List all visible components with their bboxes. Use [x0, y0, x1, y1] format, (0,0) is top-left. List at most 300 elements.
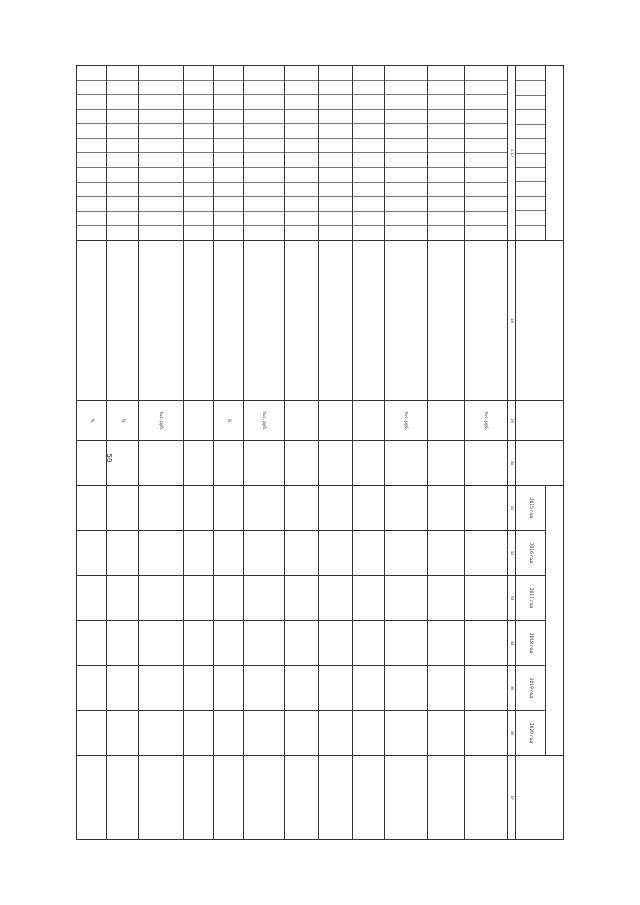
code-cell	[244, 80, 284, 95]
year-header-2020: 2020 год	[516, 711, 546, 756]
code-cell-group	[318, 66, 352, 241]
code-cell	[385, 211, 427, 226]
year-value-cell	[464, 576, 507, 621]
code-cell	[428, 109, 463, 124]
code-cell	[214, 66, 243, 80]
year-value-cell	[464, 621, 507, 666]
year-value-cell	[284, 711, 318, 756]
code-cell	[244, 66, 284, 80]
code-cell	[77, 66, 106, 80]
code-cell	[77, 80, 106, 95]
code-cells	[184, 66, 213, 240]
year-value-cell	[243, 711, 284, 756]
code-cell-group	[106, 66, 138, 241]
code-cell	[319, 196, 352, 211]
code-cell	[385, 123, 427, 138]
code-cell	[385, 94, 427, 109]
base-value-cell	[77, 441, 107, 486]
desc-header	[516, 241, 564, 401]
final-value-cell	[184, 756, 214, 840]
code-cell	[428, 152, 463, 167]
code-cell	[107, 109, 138, 124]
table-row	[106, 66, 138, 840]
code-cell	[465, 182, 507, 197]
year-value-cell	[213, 576, 243, 621]
program-table	[76, 65, 564, 840]
table-row	[464, 66, 507, 840]
col-index: 33	[508, 576, 516, 621]
year-value-cell	[352, 666, 384, 711]
code-cell	[428, 196, 463, 211]
table-row	[213, 66, 243, 840]
year-value-cell	[77, 711, 107, 756]
code-subheader	[516, 66, 546, 241]
code-cell	[353, 123, 384, 138]
year-value-cell	[106, 621, 138, 666]
description-cell	[384, 241, 427, 401]
code-col-label	[516, 124, 545, 138]
code-cell	[244, 167, 284, 182]
description-cell	[77, 241, 107, 401]
code-cell	[319, 80, 352, 95]
code-cell	[77, 225, 106, 240]
code-cell	[353, 94, 384, 109]
description-cell	[352, 241, 384, 401]
base-value-cell	[106, 441, 138, 486]
code-cell	[285, 138, 318, 153]
year-value-cell	[464, 711, 507, 756]
code-cell	[244, 123, 284, 138]
year-value-cell	[213, 486, 243, 531]
code-cell	[385, 80, 427, 95]
year-header-2018: 2018 год	[516, 621, 546, 666]
code-column-labels	[516, 67, 545, 239]
code-cells	[465, 66, 507, 240]
col-index: 30	[508, 441, 516, 486]
final-value-cell	[318, 756, 352, 840]
year-value-cell	[318, 666, 352, 711]
code-cell	[139, 138, 184, 153]
year-value-cell	[77, 531, 107, 576]
code-col-label	[516, 181, 545, 195]
code-cell	[465, 123, 507, 138]
unit-cell: тыс. руб.	[464, 401, 507, 441]
code-cell	[319, 66, 352, 80]
code-cell	[214, 182, 243, 197]
base-value-cell	[243, 441, 284, 486]
table-row	[284, 66, 318, 840]
year-value-cell	[184, 711, 214, 756]
code-cell	[107, 152, 138, 167]
code-cell-group	[77, 66, 107, 241]
code-cell	[77, 182, 106, 197]
year-value-cell	[106, 531, 138, 576]
code-cell	[139, 211, 184, 226]
code-cell	[184, 66, 213, 80]
code-cell	[184, 123, 213, 138]
year-value-cell	[428, 621, 464, 666]
code-cell-group	[138, 66, 184, 241]
year-value-cell	[384, 576, 427, 621]
year-header-2019: 2019 год	[516, 666, 546, 711]
code-cell	[107, 167, 138, 182]
year-value-cell	[352, 711, 384, 756]
base-value-cell	[138, 441, 184, 486]
year-value-cell	[318, 531, 352, 576]
year-value-cell	[106, 711, 138, 756]
code-cell	[385, 182, 427, 197]
unit-cell	[428, 401, 464, 441]
code-cell-group	[213, 66, 243, 241]
code-cell	[319, 138, 352, 153]
code-cell	[285, 211, 318, 226]
code-cell	[77, 123, 106, 138]
code-col-label	[516, 153, 545, 167]
table-row	[138, 66, 184, 840]
year-value-cell	[243, 621, 284, 666]
year-value-cell	[352, 531, 384, 576]
year-header-2015: 2015 год	[516, 486, 546, 531]
year-value-cell	[213, 666, 243, 711]
code-cell	[77, 211, 106, 226]
page-number: 50	[105, 453, 113, 463]
code-cell	[107, 196, 138, 211]
code-cells	[428, 66, 463, 240]
code-cell	[244, 211, 284, 226]
year-value-cell	[106, 666, 138, 711]
header-row-1	[546, 66, 564, 840]
years-group-header	[546, 486, 564, 756]
rotated-table-wrapper	[76, 65, 564, 839]
description-cell	[243, 241, 284, 401]
code-cell	[139, 182, 184, 197]
year-value-cell	[213, 711, 243, 756]
year-value-cell	[428, 576, 464, 621]
code-cell	[319, 167, 352, 182]
year-value-cell	[318, 486, 352, 531]
year-value-cell	[138, 576, 184, 621]
code-cell	[214, 152, 243, 167]
final-value-cell	[384, 756, 427, 840]
description-cell	[184, 241, 214, 401]
code-cells	[244, 66, 284, 240]
description-cell	[464, 241, 507, 401]
table-row	[352, 66, 384, 840]
code-col-label	[516, 225, 545, 239]
year-value-cell	[243, 576, 284, 621]
unit-cell: %	[213, 401, 243, 441]
code-cell	[285, 123, 318, 138]
year-value-cell	[318, 711, 352, 756]
col-index: 37	[508, 756, 516, 840]
base-value-cell	[428, 441, 464, 486]
code-cell	[353, 138, 384, 153]
code-cell	[465, 109, 507, 124]
year-value-cell	[384, 531, 427, 576]
code-cell	[353, 182, 384, 197]
code-cell	[139, 94, 184, 109]
code-cell-group	[184, 66, 214, 241]
code-cell	[139, 167, 184, 182]
code-cell	[428, 167, 463, 182]
code-cells	[285, 66, 318, 240]
code-cell	[353, 109, 384, 124]
code-cell	[77, 138, 106, 153]
final-value-cell	[464, 756, 507, 840]
code-cell	[319, 182, 352, 197]
code-cell	[184, 196, 213, 211]
code-cell	[285, 196, 318, 211]
year-header-2017: 2017 год	[516, 576, 546, 621]
base-value-cell	[352, 441, 384, 486]
code-cell	[214, 138, 243, 153]
code-cell	[244, 94, 284, 109]
code-cell	[385, 167, 427, 182]
code-cell	[139, 80, 184, 95]
year-value-cell	[184, 576, 214, 621]
base-value-cell	[318, 441, 352, 486]
year-value-cell	[318, 576, 352, 621]
unit-cell: тыс. руб.	[243, 401, 284, 441]
code-cell	[428, 225, 463, 240]
code-cell	[244, 196, 284, 211]
code-cell	[465, 66, 507, 80]
code-cell	[184, 225, 213, 240]
year-value-cell	[428, 711, 464, 756]
code-cell	[139, 196, 184, 211]
col-index: 1-17	[508, 66, 516, 241]
description-cell	[138, 241, 184, 401]
code-cell-group	[284, 66, 318, 241]
code-cell	[319, 94, 352, 109]
code-cell	[107, 225, 138, 240]
final-value-cell	[284, 756, 318, 840]
final-value-cell	[428, 756, 464, 840]
code-cell	[214, 167, 243, 182]
year-value-cell	[213, 621, 243, 666]
col-index: 34	[508, 621, 516, 666]
code-cell	[244, 225, 284, 240]
code-cell	[214, 123, 243, 138]
code-cell	[285, 182, 318, 197]
code-cell	[77, 196, 106, 211]
code-cell	[244, 138, 284, 153]
code-cell	[214, 109, 243, 124]
code-cell-group	[243, 66, 284, 241]
code-cell	[214, 225, 243, 240]
code-cell-group	[464, 66, 507, 241]
code-cell	[139, 66, 184, 80]
unit-cell: %	[106, 401, 138, 441]
code-cell	[465, 196, 507, 211]
code-cell	[285, 225, 318, 240]
table-row	[384, 66, 427, 840]
code-cell	[107, 182, 138, 197]
code-col-label	[516, 95, 545, 109]
year-value-cell	[184, 531, 214, 576]
code-cell	[285, 152, 318, 167]
code-cell	[214, 211, 243, 226]
code-cell	[319, 109, 352, 124]
unit-cell	[284, 401, 318, 441]
year-value-cell	[184, 486, 214, 531]
code-cell	[184, 152, 213, 167]
code-cell	[107, 211, 138, 226]
year-value-cell	[428, 531, 464, 576]
year-value-cell	[138, 666, 184, 711]
year-value-cell	[464, 486, 507, 531]
year-value-cell	[352, 486, 384, 531]
final-value-cell	[77, 756, 107, 840]
description-cell	[213, 241, 243, 401]
code-cell	[385, 66, 427, 80]
code-cell	[353, 225, 384, 240]
year-value-cell	[77, 621, 107, 666]
code-cell	[465, 152, 507, 167]
code-cell	[353, 80, 384, 95]
code-cell	[285, 66, 318, 80]
code-cell	[77, 167, 106, 182]
code-cell	[184, 109, 213, 124]
code-cell	[385, 225, 427, 240]
code-cell	[428, 80, 463, 95]
code-cell	[319, 225, 352, 240]
col-index: 35	[508, 666, 516, 711]
code-cell	[353, 211, 384, 226]
year-value-cell	[464, 531, 507, 576]
unit-cell: тыс. руб.	[384, 401, 427, 441]
code-col-label	[516, 138, 545, 152]
final-value-cell	[138, 756, 184, 840]
code-col-label	[516, 196, 545, 210]
base-value-cell	[284, 441, 318, 486]
code-cell	[244, 182, 284, 197]
code-col-label	[516, 67, 545, 80]
table-row	[428, 66, 464, 840]
code-cell	[319, 123, 352, 138]
code-cell	[465, 80, 507, 95]
description-cell	[318, 241, 352, 401]
year-value-cell	[284, 621, 318, 666]
year-value-cell	[77, 576, 107, 621]
code-cells	[107, 66, 138, 240]
code-cell	[353, 196, 384, 211]
col-index: 29	[508, 401, 516, 441]
col-index: 31	[508, 486, 516, 531]
final-value-cell	[352, 756, 384, 840]
code-cell	[244, 109, 284, 124]
code-cell	[214, 80, 243, 95]
code-cell	[107, 80, 138, 95]
code-cell	[214, 196, 243, 211]
column-index-row	[508, 66, 516, 840]
year-value-cell	[106, 486, 138, 531]
year-value-cell	[352, 621, 384, 666]
unit-cell	[184, 401, 214, 441]
table-row	[184, 66, 214, 840]
unit-header	[516, 401, 564, 441]
col-index: 36	[508, 711, 516, 756]
base-value-cell	[184, 441, 214, 486]
code-col-label	[516, 210, 545, 224]
code-cell-group	[384, 66, 427, 241]
unit-cell	[318, 401, 352, 441]
code-cell	[465, 138, 507, 153]
year-value-cell	[384, 711, 427, 756]
year-value-cell	[77, 666, 107, 711]
code-cell	[107, 123, 138, 138]
table-row	[77, 66, 107, 840]
code-cell	[428, 138, 463, 153]
code-cell	[353, 66, 384, 80]
year-value-cell	[138, 621, 184, 666]
code-cell	[353, 152, 384, 167]
code-cell	[385, 138, 427, 153]
code-cell	[428, 66, 463, 80]
code-group-header	[546, 66, 564, 241]
code-cell	[139, 109, 184, 124]
description-cell	[284, 241, 318, 401]
code-cell	[77, 109, 106, 124]
code-cell	[465, 94, 507, 109]
code-cell	[385, 109, 427, 124]
year-value-cell	[243, 666, 284, 711]
year-value-cell	[318, 621, 352, 666]
code-cell	[77, 94, 106, 109]
year-value-cell	[184, 621, 214, 666]
code-cells	[385, 66, 427, 240]
final-value-cell	[106, 756, 138, 840]
code-col-label	[516, 109, 545, 123]
year-value-cell	[184, 666, 214, 711]
year-value-cell	[138, 711, 184, 756]
code-cells	[353, 66, 384, 240]
code-cells	[214, 66, 243, 240]
code-cell	[285, 80, 318, 95]
final-value-cell	[243, 756, 284, 840]
code-cell	[139, 225, 184, 240]
code-cell	[214, 94, 243, 109]
year-value-cell	[106, 576, 138, 621]
code-cell	[184, 167, 213, 182]
code-cell	[184, 80, 213, 95]
year-value-cell	[428, 666, 464, 711]
year-value-cell	[284, 531, 318, 576]
year-value-cell	[352, 576, 384, 621]
year-value-cell	[243, 531, 284, 576]
year-value-cell	[138, 531, 184, 576]
table-row	[243, 66, 284, 840]
code-cell	[107, 138, 138, 153]
code-cell	[244, 152, 284, 167]
code-cell	[428, 182, 463, 197]
code-cells	[139, 66, 184, 240]
code-cell	[465, 167, 507, 182]
year-value-cell	[284, 576, 318, 621]
final-header	[516, 756, 564, 840]
code-cell	[285, 167, 318, 182]
code-cell	[285, 109, 318, 124]
code-cell	[184, 138, 213, 153]
year-value-cell	[284, 666, 318, 711]
base-value-cell	[464, 441, 507, 486]
description-cell	[428, 241, 464, 401]
code-cell	[428, 94, 463, 109]
base-value-cell	[384, 441, 427, 486]
code-cell	[107, 66, 138, 80]
code-cell	[385, 152, 427, 167]
year-value-cell	[384, 621, 427, 666]
